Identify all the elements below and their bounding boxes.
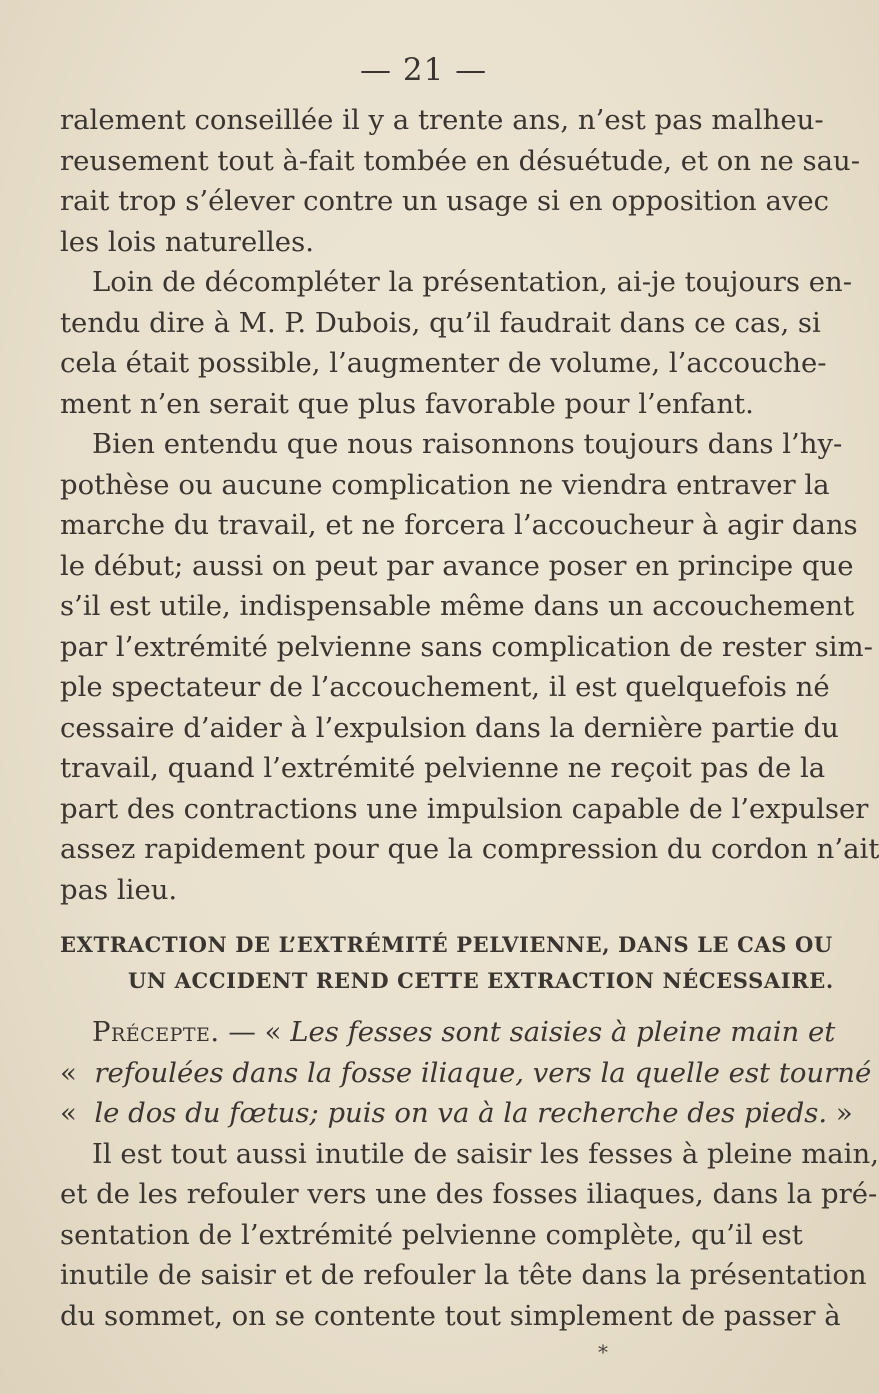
text-line: cessaire d’aider à l’expulsion dans la dernière partie du [60,711,839,744]
text-line: sentation de l’extrémité pelvienne complète, qu’il est [60,1218,803,1251]
quote-mark: « [60,1097,77,1129]
text-line: le début; aussi on peut par avance poser en principe que [60,549,854,582]
text-line: part des contractions une impulsion capable de l’expulser [60,792,869,825]
text-line: pas lieu. [60,873,178,906]
precept-text: le dos du fœtus; puis on va à la recherche des pieds. [94,1097,828,1129]
quote-mark: « [60,1056,77,1089]
text-line: reusement tout à-fait tombée en désuétude, et on ne sau- [60,144,861,177]
text-line: du sommet, on se contente tout simplement de passer à [60,1299,841,1332]
text-line: ralement conseillée il y a trente ans, n’est pas malheu- [60,104,824,136]
text-line: marche du travail, et ne forcera l’accoucheur à agir dans [60,509,858,541]
text-line: cela était possible, l’augmenter de volume, l’accouche- [60,347,827,379]
text-line: Loin de décompléter la présentation, ai-je toujours en- [92,266,852,298]
precept-line [60,1053,871,1093]
text-line: rait trop s’élever contre un usage si en opposition avec [60,185,830,217]
text-line: tendu dire à M. P. Dubois, qu’il faudrait dans ce cas, si [60,306,821,339]
signature-mark: * [598,1340,608,1364]
section-heading-line: UN ACCIDENT REND CETTE EXTRACTION NÉCESSAIRE. [128,968,834,993]
text-line: assez rapidement pour que la compression du cordon n’ait [60,833,879,865]
text-line: par l’extrémité pelvienne sans complication de rester sim- [60,630,873,663]
text-line: ple spectateur de l’accouchement, il est quelquefois né [60,671,830,703]
text-line: s’il est utile, indispensable même dans un accouchement [60,590,855,622]
text-line: pothèse ou aucune complication ne viendra entraver la [60,468,830,501]
text-line: Bien entendu que nous raisonnons toujours dans l’hy- [92,428,843,460]
precept-text: Les fesses sont saisies à pleine main et [290,1016,836,1048]
precept-dash: — « [219,1016,291,1048]
text-line: les lois naturelles. [60,225,314,258]
precept-text: refoulées dans la fosse iliaque, vers la quelle est tourné [94,1056,872,1089]
precept-line [60,1093,853,1133]
precept-line [92,1012,835,1052]
text-line: ment n’en serait que plus favorable pour l’enfant. [60,387,754,420]
quote-close: » [827,1097,853,1129]
section-heading-line: EXTRACTION DE L’EXTRÉMITÉ PELVIENNE, DANS LE CAS OU [60,932,833,957]
page-number: — 21 — [360,52,488,88]
text-line: travail, quand l’extrémité pelvienne ne reçoit pas de la [60,752,826,784]
precept-label: Précepte. [92,1016,220,1048]
text-line: inutile de saisir et de refouler la tête dans la présentation [60,1259,867,1291]
text-line: Il est tout aussi inutile de saisir les fesses à pleine main, [92,1137,879,1170]
text-line: et de les refouler vers une des fosses iliaques, dans la pré- [60,1178,878,1210]
